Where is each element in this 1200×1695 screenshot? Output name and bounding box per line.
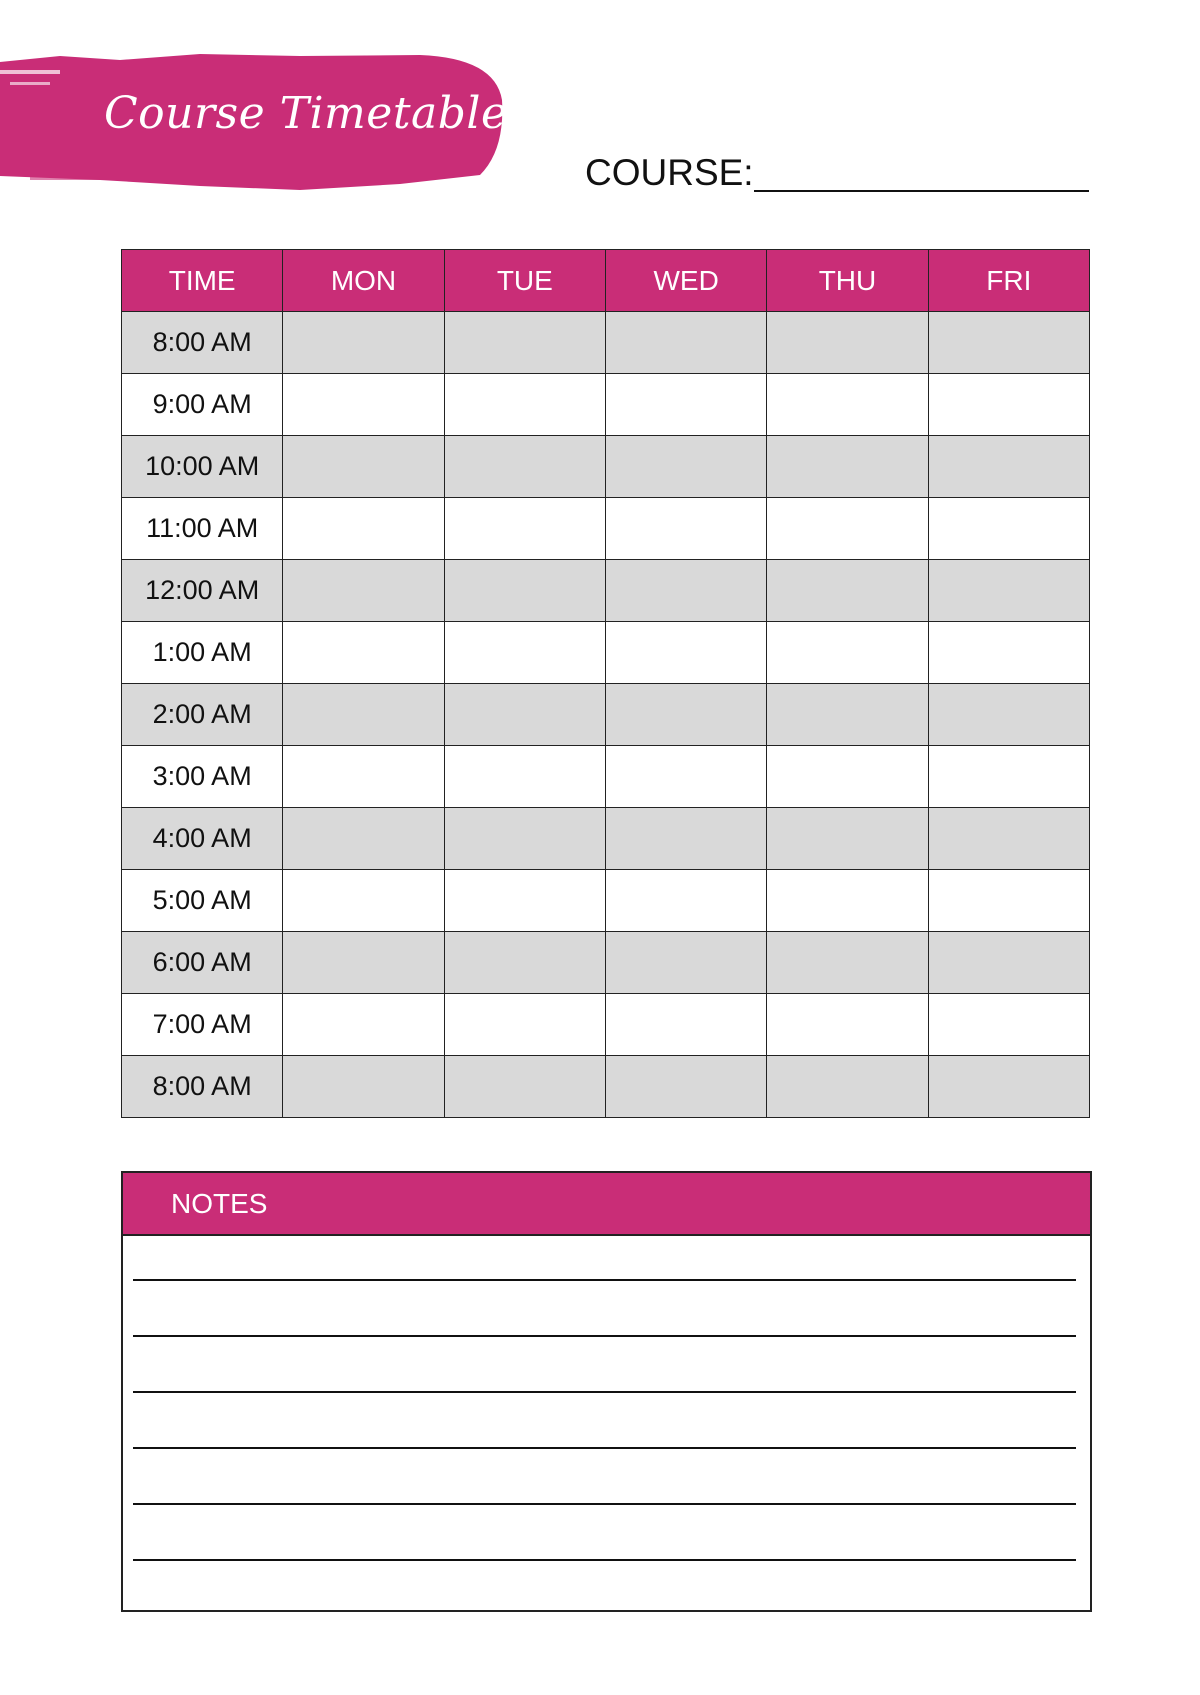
- course-input-line[interactable]: [754, 190, 1089, 192]
- slot-cell[interactable]: [605, 374, 766, 436]
- table-row: [122, 498, 1090, 560]
- slot-cell[interactable]: [767, 374, 928, 436]
- slot-cell[interactable]: [605, 746, 766, 808]
- slot-cell[interactable]: [444, 498, 605, 560]
- slot-cell[interactable]: [928, 1056, 1089, 1118]
- slot-cell[interactable]: [283, 498, 444, 560]
- column-header-fri: FRI: [928, 250, 1089, 312]
- slot-cell[interactable]: [928, 684, 1089, 746]
- course-label: COURSE:: [585, 152, 754, 193]
- slot-cell[interactable]: [283, 312, 444, 374]
- time-cell: 3:00 AM: [122, 746, 283, 808]
- table-row: [122, 374, 1090, 436]
- slot-cell[interactable]: [605, 932, 766, 994]
- slot-cell[interactable]: [767, 498, 928, 560]
- slot-cell[interactable]: [444, 994, 605, 1056]
- slot-cell[interactable]: [767, 560, 928, 622]
- slot-cell[interactable]: [444, 622, 605, 684]
- column-header-tue: TUE: [444, 250, 605, 312]
- slot-cell[interactable]: [283, 1056, 444, 1118]
- slot-cell[interactable]: [283, 560, 444, 622]
- slot-cell[interactable]: [444, 746, 605, 808]
- slot-cell[interactable]: [444, 436, 605, 498]
- notes-title: NOTES: [123, 1173, 1090, 1236]
- column-header-wed: WED: [605, 250, 766, 312]
- time-cell: 6:00 AM: [122, 932, 283, 994]
- slot-cell[interactable]: [283, 622, 444, 684]
- slot-cell[interactable]: [928, 498, 1089, 560]
- slot-cell[interactable]: [444, 808, 605, 870]
- table-row: [122, 560, 1090, 622]
- slot-cell[interactable]: [283, 374, 444, 436]
- slot-cell[interactable]: [928, 374, 1089, 436]
- table-row: [122, 312, 1090, 374]
- notes-section: [121, 1171, 1092, 1612]
- slot-cell[interactable]: [767, 994, 928, 1056]
- table-row: [122, 994, 1090, 1056]
- slot-cell[interactable]: [283, 932, 444, 994]
- time-cell: 11:00 AM: [122, 498, 283, 560]
- slot-cell[interactable]: [283, 870, 444, 932]
- slot-cell[interactable]: [444, 374, 605, 436]
- slot-cell[interactable]: [767, 622, 928, 684]
- slot-cell[interactable]: [283, 808, 444, 870]
- slot-cell[interactable]: [767, 312, 928, 374]
- time-cell: 7:00 AM: [122, 994, 283, 1056]
- time-cell: 10:00 AM: [122, 436, 283, 498]
- slot-cell[interactable]: [605, 622, 766, 684]
- table-row: [122, 932, 1090, 994]
- slot-cell[interactable]: [444, 932, 605, 994]
- slot-cell[interactable]: [283, 994, 444, 1056]
- table-row: [122, 1056, 1090, 1118]
- slot-cell[interactable]: [605, 560, 766, 622]
- notes-line[interactable]: [133, 1559, 1076, 1561]
- time-cell: 8:00 AM: [122, 312, 283, 374]
- table-row: [122, 622, 1090, 684]
- table-row: [122, 808, 1090, 870]
- slot-cell[interactable]: [928, 746, 1089, 808]
- slot-cell[interactable]: [444, 684, 605, 746]
- time-cell: 5:00 AM: [122, 870, 283, 932]
- time-cell: 12:00 AM: [122, 560, 283, 622]
- slot-cell[interactable]: [767, 932, 928, 994]
- notes-line[interactable]: [133, 1503, 1076, 1505]
- slot-cell[interactable]: [444, 1056, 605, 1118]
- table-row: [122, 684, 1090, 746]
- slot-cell[interactable]: [928, 994, 1089, 1056]
- slot-cell[interactable]: [767, 808, 928, 870]
- slot-cell[interactable]: [605, 1056, 766, 1118]
- slot-cell[interactable]: [605, 808, 766, 870]
- notes-line[interactable]: [133, 1391, 1076, 1393]
- column-header-thu: THU: [767, 250, 928, 312]
- slot-cell[interactable]: [283, 684, 444, 746]
- timetable-header-row: [122, 250, 1090, 312]
- slot-cell[interactable]: [605, 994, 766, 1056]
- slot-cell[interactable]: [605, 684, 766, 746]
- slot-cell[interactable]: [928, 312, 1089, 374]
- slot-cell[interactable]: [928, 808, 1089, 870]
- time-cell: 2:00 AM: [122, 684, 283, 746]
- timetable: [121, 249, 1090, 1118]
- slot-cell[interactable]: [928, 560, 1089, 622]
- column-header-mon: MON: [283, 250, 444, 312]
- table-row: [122, 436, 1090, 498]
- slot-cell[interactable]: [444, 312, 605, 374]
- slot-cell[interactable]: [605, 870, 766, 932]
- time-cell: 4:00 AM: [122, 808, 283, 870]
- notes-line[interactable]: [133, 1447, 1076, 1449]
- slot-cell[interactable]: [767, 436, 928, 498]
- table-row: [122, 870, 1090, 932]
- slot-cell[interactable]: [928, 870, 1089, 932]
- time-cell: 9:00 AM: [122, 374, 283, 436]
- slot-cell[interactable]: [605, 312, 766, 374]
- slot-cell[interactable]: [605, 498, 766, 560]
- slot-cell[interactable]: [767, 870, 928, 932]
- slot-cell[interactable]: [928, 436, 1089, 498]
- time-cell: 1:00 AM: [122, 622, 283, 684]
- slot-cell[interactable]: [928, 622, 1089, 684]
- notes-line[interactable]: [133, 1279, 1076, 1281]
- slot-cell[interactable]: [283, 746, 444, 808]
- page-title: Course Timetable: [104, 88, 508, 139]
- slot-cell[interactable]: [767, 746, 928, 808]
- slot-cell[interactable]: [605, 436, 766, 498]
- column-header-time: TIME: [122, 250, 283, 312]
- notes-line[interactable]: [133, 1335, 1076, 1337]
- table-row: [122, 746, 1090, 808]
- slot-cell[interactable]: [767, 1056, 928, 1118]
- time-cell: 8:00 AM: [122, 1056, 283, 1118]
- slot-cell[interactable]: [283, 436, 444, 498]
- slot-cell[interactable]: [444, 870, 605, 932]
- slot-cell[interactable]: [444, 560, 605, 622]
- slot-cell[interactable]: [928, 932, 1089, 994]
- slot-cell[interactable]: [767, 684, 928, 746]
